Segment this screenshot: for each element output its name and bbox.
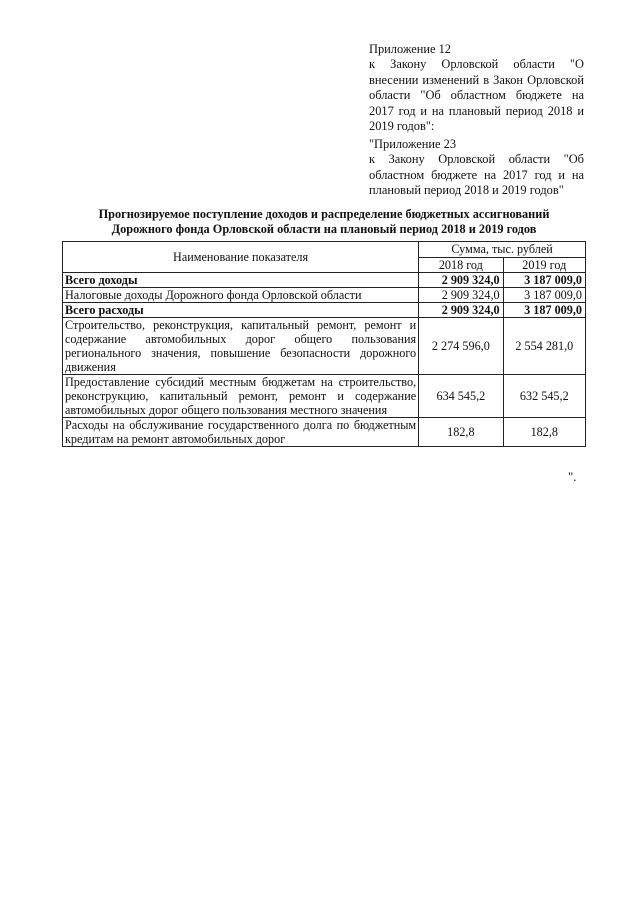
value-2019: 3 187 009,0 bbox=[503, 273, 585, 288]
row-label: Налоговые доходы Дорожного фонда Орловской области bbox=[63, 288, 419, 303]
header-year-2019: 2019 год bbox=[503, 257, 585, 273]
value-2019: 3 187 009,0 bbox=[503, 288, 585, 303]
row-label: Предоставление субсидий местным бюджетам на строительство, реконструкцию, капитальный ремонт, ремонт и содержание автомобильных дорог общего пользования местного значения bbox=[63, 375, 419, 418]
value-2018: 2 909 324,0 bbox=[419, 288, 503, 303]
row-label: Всего доходы bbox=[63, 273, 419, 288]
appendix-12-block bbox=[369, 42, 584, 134]
budget-table bbox=[62, 241, 586, 447]
value-2019: 182,8 bbox=[503, 418, 585, 447]
table-row-debt-service bbox=[63, 418, 586, 447]
row-label: Строительство, реконструкция, капитальный ремонт, ремонт и содержание автомобильных дорог общего пользования регионального значения, повышение безопасности дорожного движения bbox=[63, 318, 419, 375]
table-row-regional-roads bbox=[63, 318, 586, 375]
value-2019: 2 554 281,0 bbox=[503, 318, 585, 375]
table-row-total-expenses bbox=[63, 303, 586, 318]
document-title-line-2: Дорожного фонда Орловской области на плановый период 2018 и 2019 годов bbox=[111, 222, 537, 236]
value-2018: 2 909 324,0 bbox=[419, 273, 503, 288]
appendix-23-title: "Приложение 23 bbox=[369, 137, 457, 151]
table-row-total-income bbox=[63, 273, 586, 288]
header-sum: Сумма, тыс. рублей bbox=[419, 242, 586, 258]
value-2019: 632 545,2 bbox=[503, 375, 585, 418]
row-label: Расходы на обслуживание государственного долга по бюджетным кредитам на ремонт автомобильных дорог bbox=[63, 418, 419, 447]
document-title bbox=[62, 207, 586, 237]
appendix-12-title: Приложение 12 bbox=[369, 42, 451, 56]
row-label: Всего расходы bbox=[63, 303, 419, 318]
table-row-local-subsidies bbox=[63, 375, 586, 418]
appendix-23-text: к Закону Орловской области "Об областном бюджете на 2017 год и на плановый период 2018 и 2019 годов" bbox=[369, 152, 584, 198]
header-year-2018: 2018 год bbox=[419, 257, 503, 273]
closing-quote: ". bbox=[568, 469, 577, 484]
table-row-tax-income bbox=[63, 288, 586, 303]
appendix-12-text: к Закону Орловской области "О внесении изменений в Закон Орловской области "Об областном бюджете на 2017 год и на плановый период 2018 и 2019 годов": bbox=[369, 57, 584, 134]
value-2018: 182,8 bbox=[419, 418, 503, 447]
appendix-23-block bbox=[369, 137, 584, 199]
header-indicator-name: Наименование показателя bbox=[63, 242, 419, 273]
value-2018: 634 545,2 bbox=[419, 375, 503, 418]
value-2019: 3 187 009,0 bbox=[503, 303, 585, 318]
value-2018: 2 274 596,0 bbox=[419, 318, 503, 375]
document-title-line-1: Прогнозируемое поступление доходов и распределение бюджетных ассигнований bbox=[98, 207, 550, 221]
table-header-row-1 bbox=[63, 242, 586, 258]
value-2018: 2 909 324,0 bbox=[419, 303, 503, 318]
